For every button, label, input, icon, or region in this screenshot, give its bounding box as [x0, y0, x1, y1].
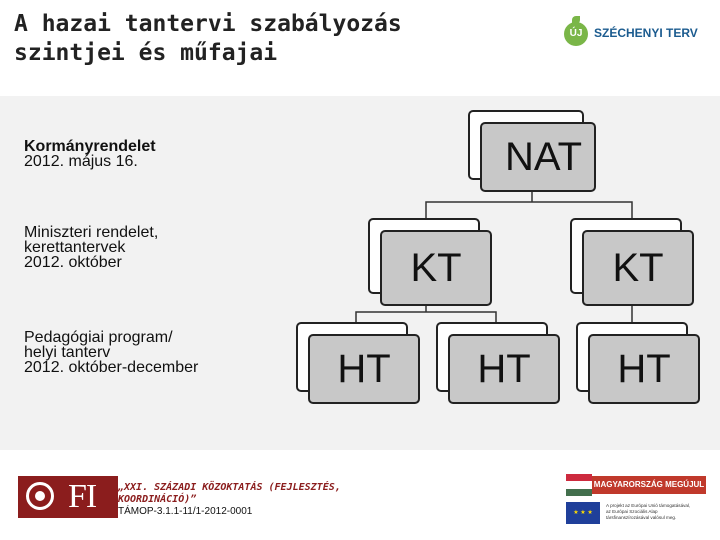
level-2-line-2: kerettantervek: [24, 239, 126, 256]
level-1-line-1: Kormányrendelet: [24, 138, 156, 155]
ht-node-2-label: HT: [448, 334, 560, 404]
eu-text: [606, 503, 690, 521]
level-3-line-3: 2012. október-december: [24, 359, 199, 376]
ofi-ring-icon: [26, 482, 54, 510]
ofi-logo-text: FI: [68, 478, 97, 515]
level-label-kormanyrendelet: [24, 139, 156, 169]
level-2-line-3: 2012. október: [24, 254, 122, 271]
project-code: TÁMOP-3.1.1-11/1-2012-0001: [118, 506, 253, 517]
ht-node-2: [436, 322, 548, 392]
hu-banner-text: MAGYARORSZÁG MEGÚJUL: [592, 476, 706, 494]
eu-logo: [566, 502, 706, 524]
level-label-miniszteri: [24, 225, 158, 270]
eu-text-line-1: A projekt az Európai Unió támogatásával,: [606, 503, 691, 508]
eu-text-line-2: az Európai Szociális Alap: [606, 509, 658, 514]
kt-node-1-label: KT: [380, 230, 492, 306]
ht-node-3: [576, 322, 688, 392]
level-3-line-1: Pedagógiai program/: [24, 329, 173, 346]
project-info: [118, 482, 341, 518]
project-title-line-1: „XXI. SZÁZADI KÖZOKTATÁS (FEJLESZTÉS,: [118, 482, 341, 493]
level-1-line-2: 2012. május 16.: [24, 153, 138, 170]
title-line-2: szintjei és műfajai: [14, 40, 278, 66]
level-2-line-1: Miniszteri rendelet,: [24, 224, 159, 241]
ht-node-1: [296, 322, 408, 392]
ht-node-1-label: HT: [308, 334, 420, 404]
kt-node-1: [368, 218, 480, 294]
kt-node-2: [570, 218, 682, 294]
project-title-line-2: KOORDINÁCIÓ)”: [118, 494, 197, 505]
ofi-logo: [18, 476, 118, 518]
hungarian-flag-icon: [566, 474, 592, 496]
kt-node-2-label: KT: [582, 230, 694, 306]
eu-text-line-3: társfinanszírozásával valósul meg.: [606, 515, 677, 520]
ht-node-3-label: HT: [588, 334, 700, 404]
footer: [0, 450, 720, 540]
title-line-1: A hazai tantervi szabályozás: [14, 11, 402, 37]
connector-nat-kt: [426, 188, 632, 218]
szechenyi-logo-text: SZÉCHENYI TERV: [594, 26, 698, 40]
nat-node: [468, 110, 584, 180]
level-3-line-2: helyi tanterv: [24, 344, 111, 361]
eu-flag-icon: ★ ★ ★: [566, 502, 600, 524]
nat-node-label: NAT: [480, 122, 596, 192]
magyarorszag-megujul-logo: [566, 474, 706, 496]
ofi-logo-mark: [18, 476, 118, 518]
level-label-pedagogiai: [24, 330, 198, 375]
uj-circle-icon: ÚJ: [564, 22, 588, 46]
